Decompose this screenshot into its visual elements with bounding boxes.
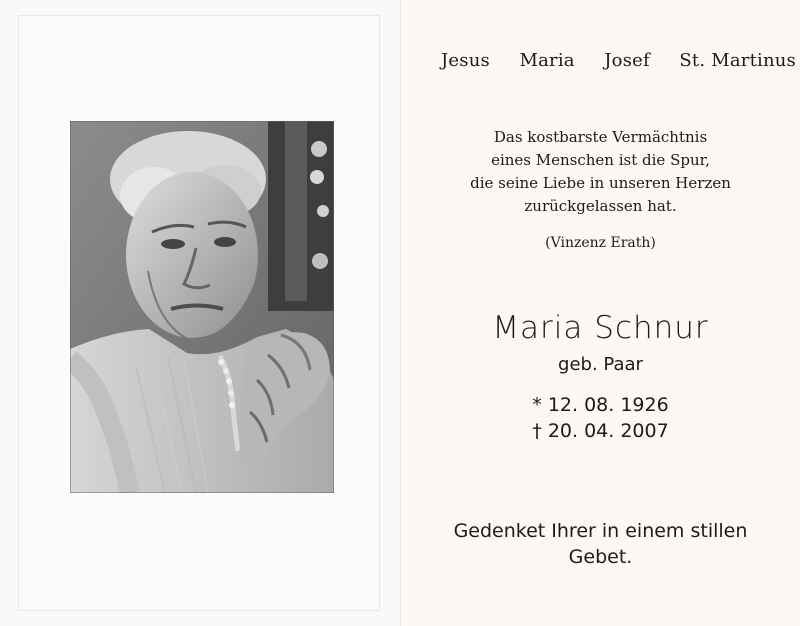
religious-header (441, 50, 796, 71)
header-item-josef: Josef (604, 50, 650, 71)
closing-prayer (401, 518, 800, 570)
portrait-photo (70, 121, 334, 493)
header-item-st-martinus: St. Martinus (679, 50, 796, 71)
quote-line: die seine Liebe in unseren Herzen (470, 174, 731, 192)
deceased-name: Maria Schnur (492, 310, 709, 346)
header-item-maria: Maria (519, 50, 575, 71)
header-item-jesus: Jesus (441, 50, 490, 71)
quote-line: Das kostbarste Vermächtnis (493, 128, 708, 146)
quote-source: (Vinzenz Erath) (545, 235, 656, 251)
quote-block (401, 126, 800, 255)
birth-date: * 12. 08. 1926 (532, 394, 669, 416)
closing-line: Gedenket Ihrer in einem stillen (453, 520, 748, 542)
birth-name: geb. Paar (558, 354, 643, 375)
closing-line: Gebet. (568, 546, 633, 568)
quote-line: zurückgelassen hat. (524, 197, 677, 215)
death-date: † 20. 04. 2007 (532, 420, 669, 442)
right-panel (401, 0, 800, 626)
life-dates (401, 392, 800, 444)
quote-line: eines Menschen ist die Spur, (491, 151, 710, 169)
